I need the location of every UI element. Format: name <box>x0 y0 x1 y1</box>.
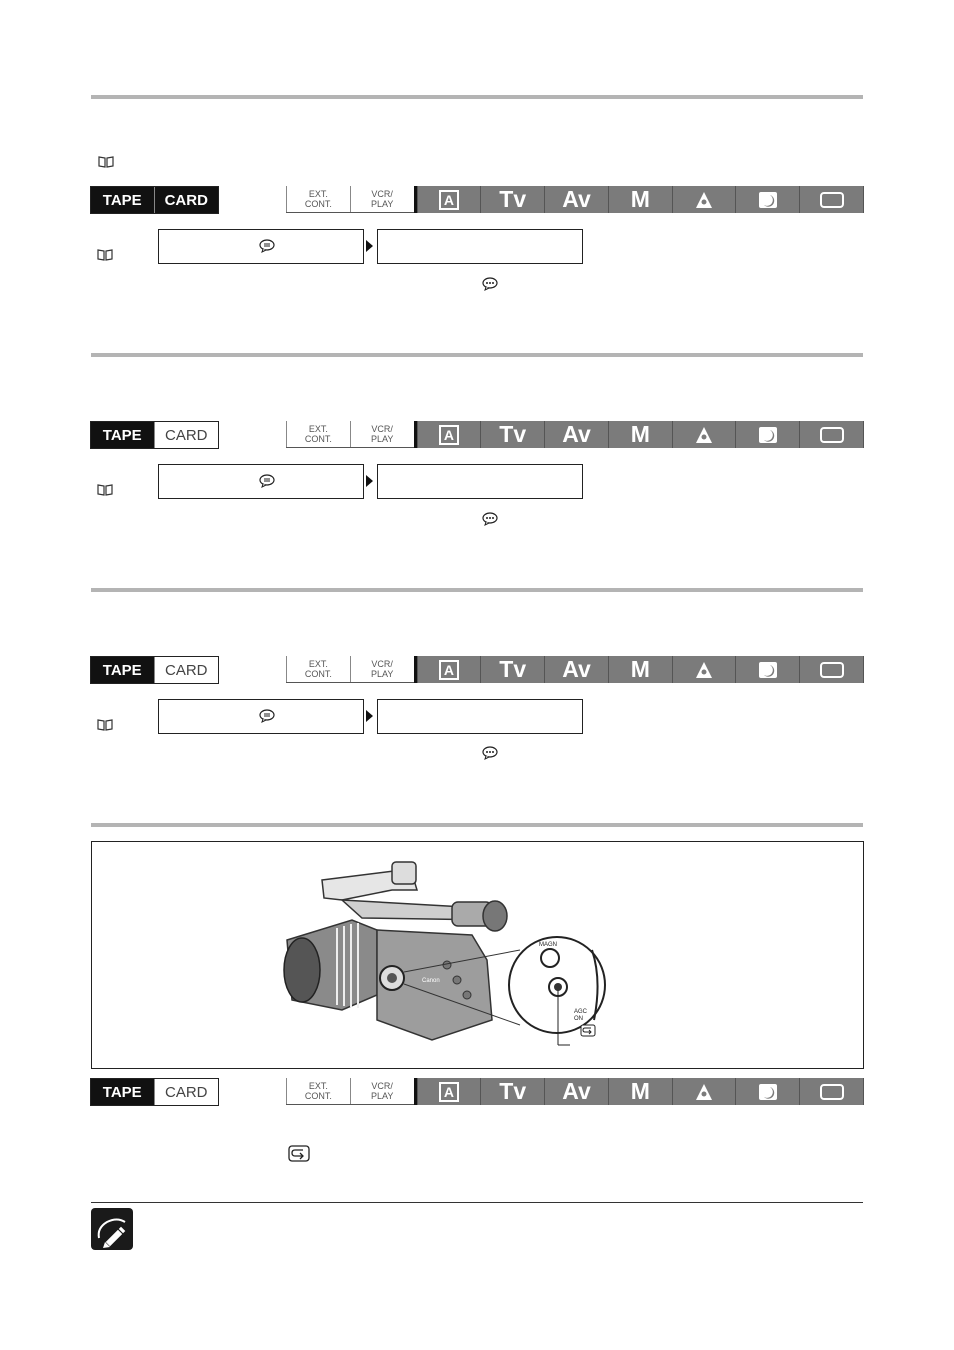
media-selector <box>90 421 219 449</box>
card-label: CARD <box>155 187 219 213</box>
card-label: CARD <box>155 1079 219 1105</box>
arrow-icon <box>366 475 373 487</box>
arrow-icon <box>366 240 373 252</box>
operation-modes <box>286 186 864 213</box>
manual-mode: M <box>608 1078 672 1105</box>
menu-icon <box>259 474 275 488</box>
blank-icon <box>799 421 863 448</box>
section-divider <box>91 353 863 357</box>
av-mode: Av <box>544 1078 608 1105</box>
card-label: CARD <box>155 657 219 683</box>
ext-cont-mode: EXT. CONT. <box>286 1078 350 1104</box>
menu-icon <box>259 709 275 723</box>
vcr-play-mode: VCR/ PLAY <box>350 186 414 212</box>
night-icon <box>735 1078 799 1105</box>
arrow-icon <box>366 710 373 722</box>
manual-mode: M <box>608 656 672 683</box>
media-selector <box>90 1078 219 1106</box>
tape-label: TAPE <box>91 187 155 213</box>
night-icon <box>735 186 799 213</box>
manual-mode: M <box>608 186 672 213</box>
operation-modes <box>286 1078 864 1105</box>
ext-cont-mode: EXT. CONT. <box>286 421 350 447</box>
av-mode: Av <box>544 186 608 213</box>
tape-label: TAPE <box>91 657 155 683</box>
book-reference-icon <box>97 249 113 261</box>
book-reference-icon <box>97 719 113 731</box>
camcorder-figure <box>91 841 864 1069</box>
menu-path-box <box>158 464 364 499</box>
av-mode: Av <box>544 421 608 448</box>
tv-mode: Tv <box>480 186 544 213</box>
return-icon <box>288 1145 310 1162</box>
notes-pencil-icon <box>91 1208 133 1250</box>
vcr-play-mode: VCR/ PLAY <box>350 1078 414 1104</box>
tv-mode: Tv <box>480 421 544 448</box>
spotlight-icon <box>672 656 736 683</box>
spotlight-icon <box>672 421 736 448</box>
blank-icon <box>799 656 863 683</box>
media-selector <box>90 186 219 214</box>
notes-divider <box>91 1202 863 1203</box>
auto-mode-icon: A <box>417 1078 481 1105</box>
card-label: CARD <box>155 422 219 448</box>
svg-text:Canon: Canon <box>422 978 440 984</box>
return-icon <box>580 1024 596 1037</box>
menu-icon <box>482 746 498 760</box>
section-divider <box>91 588 863 592</box>
blank-icon <box>799 186 863 213</box>
magn-label: MAGN <box>539 942 557 948</box>
menu-path-box <box>158 229 364 264</box>
spotlight-icon <box>672 186 736 213</box>
menu-icon <box>259 239 275 253</box>
vcr-play-mode: VCR/ PLAY <box>350 421 414 447</box>
agc-label: AGC <box>574 1009 588 1015</box>
operation-modes <box>286 656 864 683</box>
media-selector <box>90 656 219 684</box>
night-icon <box>735 421 799 448</box>
ext-cont-mode: EXT. CONT. <box>286 656 350 682</box>
ext-cont-mode: EXT. CONT. <box>286 186 350 212</box>
menu-icon <box>482 512 498 526</box>
camcorder-illustration <box>282 860 622 1055</box>
menu-setting-box <box>377 229 583 264</box>
mode-bar <box>90 186 864 214</box>
night-icon <box>735 656 799 683</box>
section-divider <box>91 95 863 99</box>
tv-mode: Tv <box>480 1078 544 1105</box>
vcr-play-mode: VCR/ PLAY <box>350 656 414 682</box>
blank-icon <box>799 1078 863 1105</box>
menu-setting-box <box>377 464 583 499</box>
menu-setting-box <box>377 699 583 734</box>
book-reference-icon <box>98 156 114 168</box>
menu-path-box <box>158 699 364 734</box>
manual-mode: M <box>608 421 672 448</box>
book-reference-icon <box>97 484 113 496</box>
av-mode: Av <box>544 656 608 683</box>
mode-bar <box>90 1078 864 1106</box>
auto-mode-icon: A <box>417 186 481 213</box>
operation-modes <box>286 421 864 448</box>
tape-label: TAPE <box>91 422 155 448</box>
spotlight-icon <box>672 1078 736 1105</box>
auto-mode-icon: A <box>417 656 481 683</box>
on-label: ON <box>574 1016 583 1022</box>
mode-bar <box>90 421 864 449</box>
section-divider <box>91 823 863 827</box>
tv-mode: Tv <box>480 656 544 683</box>
auto-mode-icon: A <box>417 421 481 448</box>
mode-bar <box>90 656 864 684</box>
menu-icon <box>482 277 498 291</box>
tape-label: TAPE <box>91 1079 155 1105</box>
